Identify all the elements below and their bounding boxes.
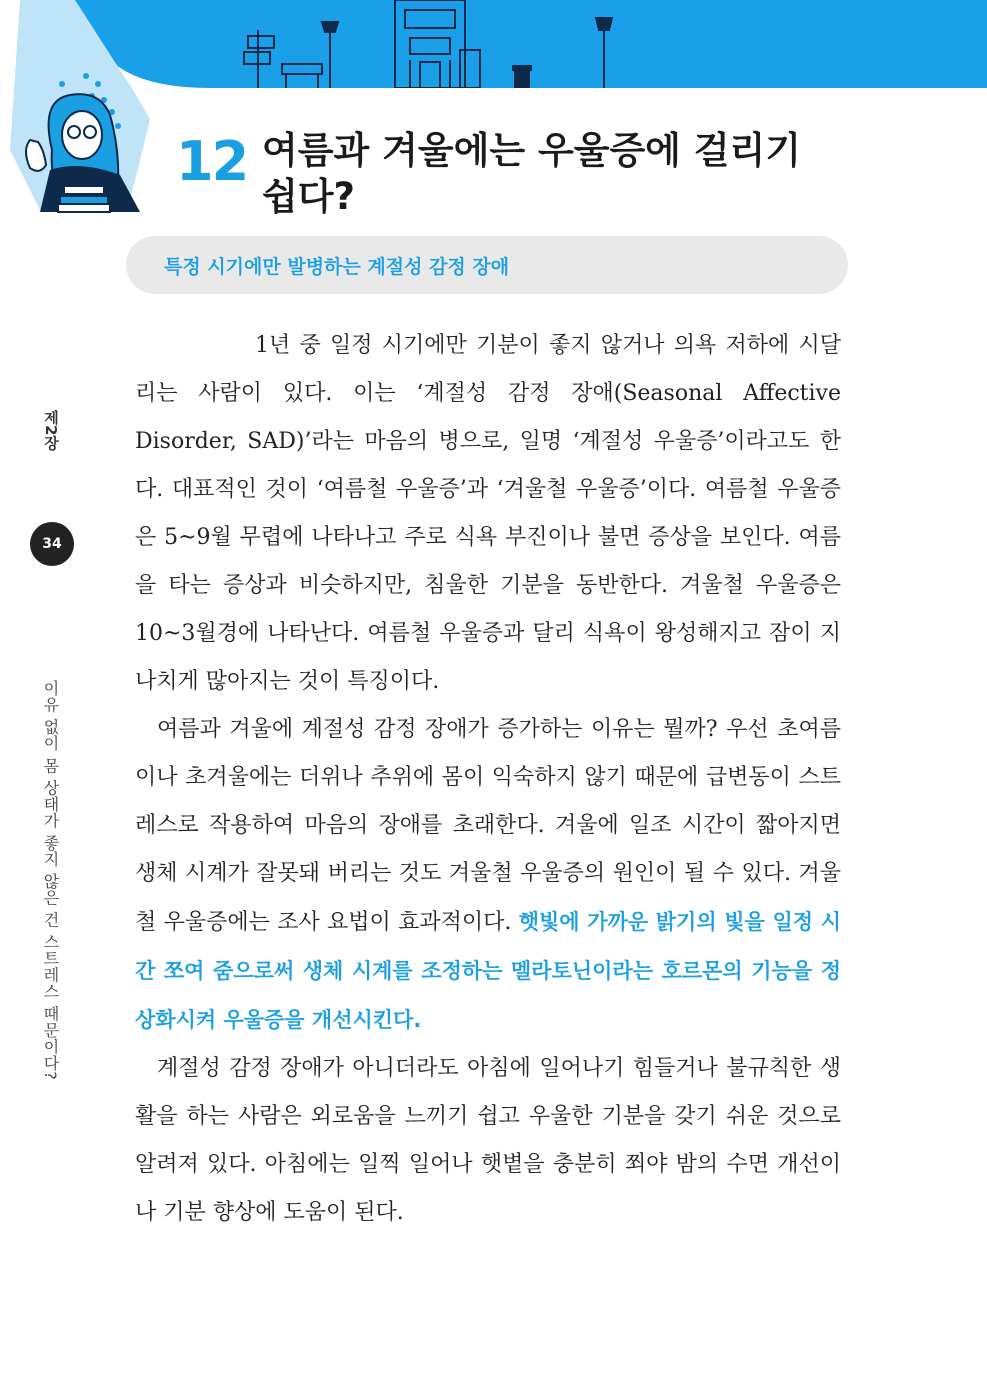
page-number-badge: 34 bbox=[30, 522, 74, 566]
chapter-number: 12 bbox=[176, 130, 248, 193]
page-title: 여름과 겨울에는 우울증에 걸리기 쉽다? bbox=[262, 129, 802, 218]
body-text bbox=[135, 322, 841, 1237]
highlighted-text: 햇빛에 가까운 밝기의 빛을 일정 시간 쪼여 줌으로써 생체 시계를 조정하는 멜라토닌이라는 호르몬의 기능을 정상화시켜 우울증을 개선시킨다. bbox=[135, 910, 841, 1032]
paragraph-2-text: 여름과 겨울에 계절성 감정 장애가 증가하는 이유는 뭘까? 우선 초여름이나 초겨울에는 더위나 추위에 몸이 익숙하지 않기 때문에 급변동이 스트레스로 작용하여 마음의 장애를 초래한다. 겨울에 일조 시간이 짧아지면 생체 시계가 잘못돼 버리는 것도 겨울철 우울증의 원인이 될 수 있다. 겨울철 우울증에는 조사 요법이 효과적이다. bbox=[135, 717, 841, 935]
subtitle-bar bbox=[126, 236, 848, 294]
paragraph-3: 계절성 감정 장애가 아니더라도 아침에 일어나기 힘들거나 불규칙한 생활을 하는 사람은 외로움을 느끼기 쉽고 우울한 기분을 갖기 쉬운 것으로 알려져 있다. 아침에는 일찍 일어나 햇볕을 충분히 쬐야 밤의 수면 개선이나 기분 향상에 도움이 된다. bbox=[135, 1056, 841, 1225]
reading-woman-icon bbox=[0, 0, 170, 220]
paragraph-1: 1년 중 일정 시기에만 기분이 좋지 않거나 의욕 저하에 시달리는 사람이 있다. 이는 ‘계절성 감정 장애(Seasonal Affective Disorder, SAD)’라는 마음의 병으로, 일명 ‘계절성 우울증’이라고도 한다. 대표적인 것이 ‘여름철 우울증’과 ‘겨울철 우울증’이다. 여름철 우울증은 5~9월 무렵에 나타나고 주로 식욕 부진이나 불면 증상을 보인다. 여름을 타는 증상과 비슷하지만, 침울한 기분을 동반한다. 겨울철 우울증은 10~3월경에 나타난다. 여름철 우울증과 달리 식욕이 왕성해지고 잠이 지나치게 많아지는 것이 특징이다. bbox=[135, 333, 841, 694]
running-title: 이유 없이 몸 상태가 좋지 않은 건 스트레스 때문이다? bbox=[41, 680, 60, 1081]
subtitle: 특정 시기에만 발병하는 계절성 감정 장애 bbox=[164, 256, 510, 278]
chapter-label: 제2장 bbox=[42, 410, 60, 451]
paragraph-2 bbox=[135, 706, 841, 1045]
